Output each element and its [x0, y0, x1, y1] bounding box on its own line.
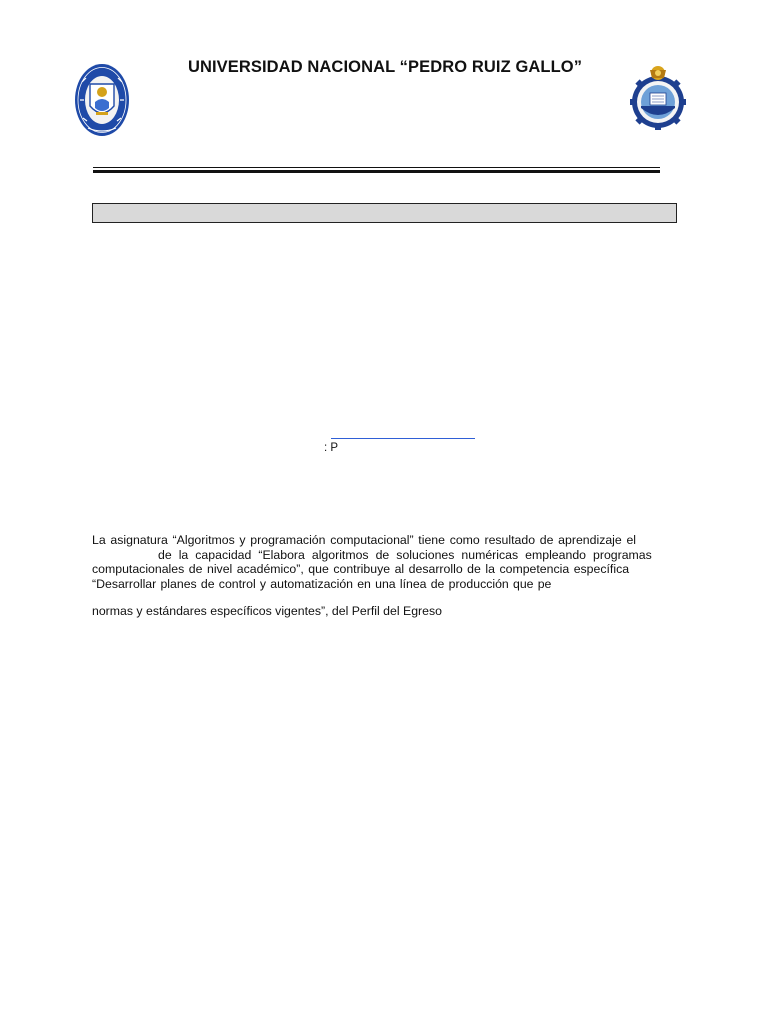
paragraph-line: La asignatura “Algoritmos y programación computacional” tiene como resultado de aprendizaje el [92, 533, 637, 547]
header-divider-thick [93, 170, 660, 173]
paragraph-line: de la capacidad “Elabora algoritmos de soluciones numéricas empleando programas [158, 547, 652, 562]
header-divider-thin [93, 167, 660, 168]
paragraph-line: computacionales de nivel académico”, que contribuye al desarrollo de la competencia específica [92, 562, 630, 576]
university-seal-icon [74, 62, 130, 138]
course-description-paragraph [92, 533, 676, 591]
hyperlink-underline[interactable] [331, 438, 475, 439]
paragraph-line: “Desarrollar planes de control y automatización en una línea de producción que pe [92, 576, 552, 591]
university-title: UNIVERSIDAD NACIONAL “PEDRO RUIZ GALLO” [187, 58, 583, 76]
colon-label: : P [324, 442, 339, 454]
section-header-bar [92, 203, 677, 223]
paragraph-continuation: normas y estándares específicos vigentes”, del Perfil del Egreso [92, 604, 442, 618]
faculty-gear-seal-icon [630, 64, 686, 130]
